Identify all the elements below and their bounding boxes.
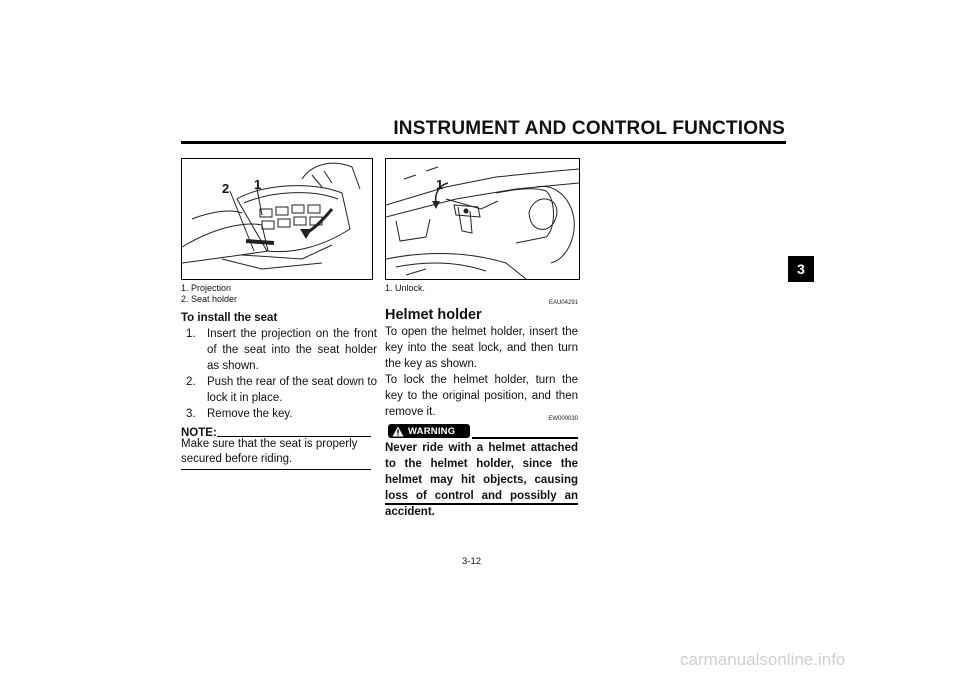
step-text: Push the rear of the seat down to lock it in place. <box>207 376 377 404</box>
note-label: NOTE: <box>181 427 217 439</box>
step-text: Insert the projection on the front of the seat into the seat holder as shown. <box>207 328 377 372</box>
step-number: 2. <box>186 376 196 388</box>
helmet-holder-illustration <box>386 159 579 279</box>
header-rule <box>181 141 786 144</box>
warning-text: Never ride with a helmet attached to the helmet holder, since the helmet may hit objects, causing loss of control and possibly an accident. <box>385 442 578 518</box>
warning-bottom-rule <box>385 503 578 505</box>
helmet-holder-figure <box>385 158 580 280</box>
helmet-para-1: To open the helmet holder, insert the key into the seat lock, and then turn the key as shown. <box>385 326 578 370</box>
figure1-callout-2: 2 <box>222 181 230 196</box>
warning-code: EW000030 <box>548 416 578 422</box>
helmet-para-2: To lock the helmet holder, turn the key to the original position, and then remove it. <box>385 374 578 418</box>
warning-top-rule <box>472 437 578 439</box>
figure1-callout-1: 1 <box>254 177 262 192</box>
note-bottom-rule <box>181 469 371 470</box>
seat-install-illustration <box>182 159 372 279</box>
section-code: EAU04291 <box>548 300 578 306</box>
figure2-caption-1: 1. Unlock. <box>385 283 426 293</box>
figure2-callout-1: 1 <box>436 177 444 192</box>
warning-badge <box>388 424 470 438</box>
chapter-tab[interactable]: 3 <box>788 256 814 282</box>
watermark[interactable]: carmanualsonline.info <box>680 650 846 669</box>
step-number: 3. <box>186 408 196 420</box>
section-title: Helmet holder <box>385 307 482 323</box>
seat-install-figure <box>181 158 373 280</box>
install-heading: To install the seat <box>181 312 278 324</box>
figure1-caption-1: 1. Projection <box>181 283 232 293</box>
step-number: 1. <box>186 328 196 340</box>
note-text: Make sure that the seat is properly secured before riding. <box>181 438 358 465</box>
figure1-caption-2: 2. Seat holder <box>181 294 238 304</box>
warning-label: WARNING <box>408 425 456 437</box>
warning-triangle-icon <box>392 426 404 437</box>
step-text: Remove the key. <box>207 408 293 420</box>
page-header-title: INSTRUMENT AND CONTROL FUNCTIONS <box>393 118 785 139</box>
page-number: 3-12 <box>462 556 482 567</box>
